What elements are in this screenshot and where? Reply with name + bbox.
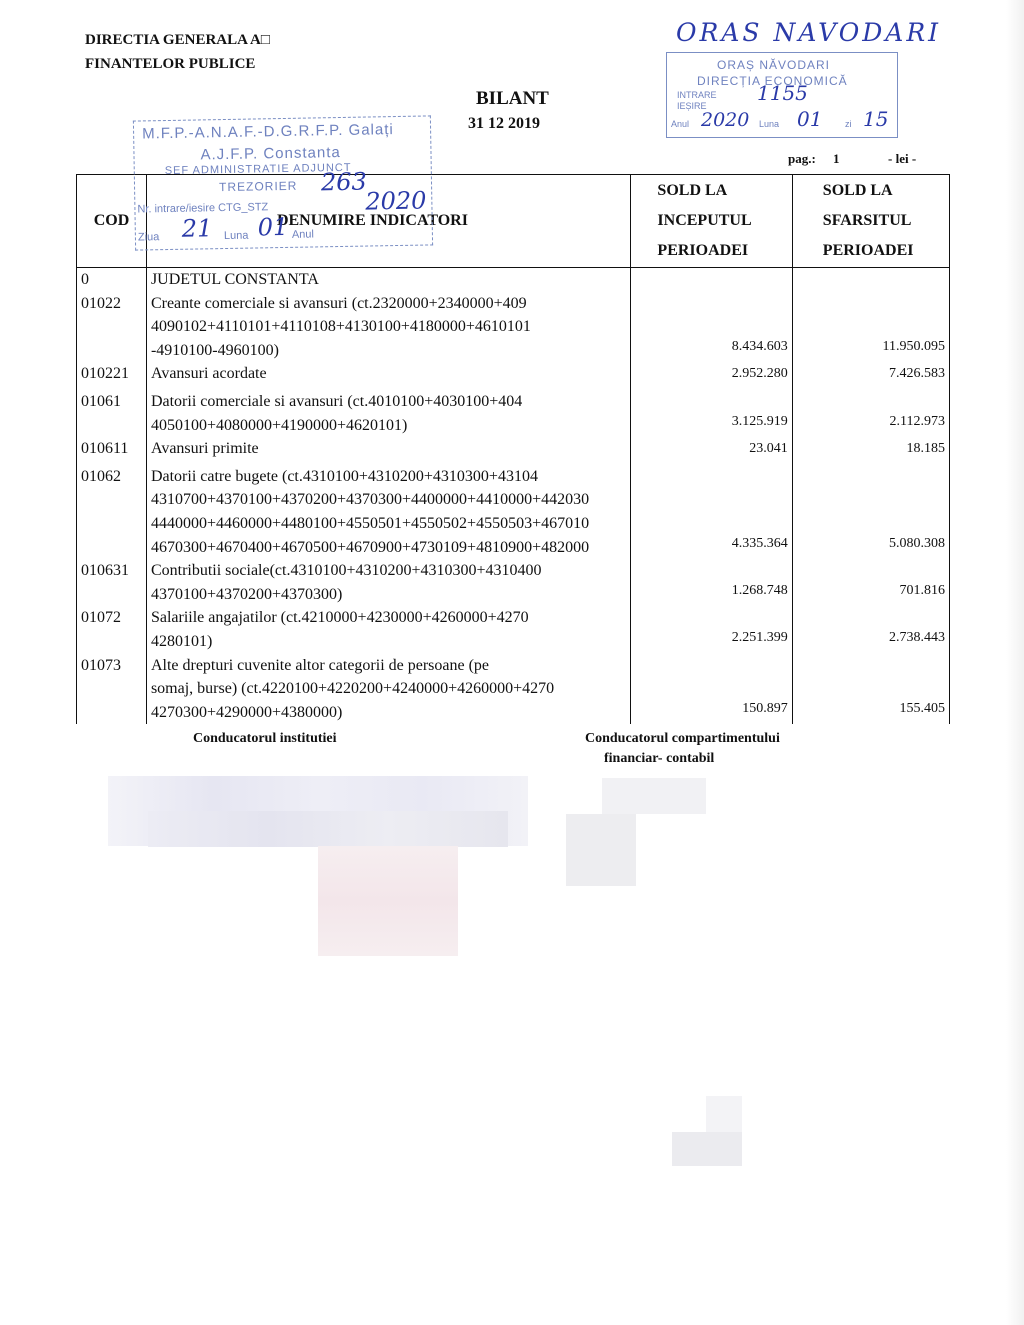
row-denumire-line: 4370100+4370200+4370300) [150, 585, 343, 603]
header-sold-sfarsit-1: SOLD LA [822, 182, 893, 199]
row-denumire [146, 654, 630, 725]
row-denumire-line: Creante comerciale si avansuri (ct.2320000+2340000+409 [150, 294, 527, 312]
row-denumire-line: -4910100-4960100) [150, 341, 279, 359]
right-stamp-hand-year: 2020 [701, 109, 750, 131]
row-sold-sfarsit [792, 465, 949, 559]
row-sold-inceput [631, 606, 792, 653]
row-sold-inceput [631, 390, 792, 437]
value-sold-sfarsit: 18.185 [906, 441, 945, 457]
row-sold-sfarsit [792, 559, 949, 606]
value-sold-sfarsit: 2.738.443 [889, 629, 945, 645]
row-cod: 0 [77, 268, 147, 292]
value-sold-sfarsit: 7.426.583 [889, 366, 945, 382]
org-line-1: DIRECTIA GENERALA A□ [85, 32, 270, 48]
row-denumire-line: 4050100+4080000+4190000+4620101) [150, 416, 408, 434]
table-row [77, 559, 950, 606]
row-denumire [146, 292, 630, 363]
right-stamp-handwritten-header: ORAS NAVODARI [676, 18, 942, 47]
row-denumire-line: Contributii sociale(ct.4310100+4310200+4310300+4310400 [150, 562, 542, 580]
row-sold-inceput [631, 437, 792, 465]
row-cod: 01022 [77, 292, 147, 363]
right-stamp-hand-day: 15 [863, 107, 889, 131]
row-sold-sfarsit [792, 654, 949, 725]
row-sold-sfarsit [792, 268, 949, 292]
right-registration-stamp [666, 52, 898, 138]
row-sold-inceput [631, 292, 792, 363]
org-line-2: FINANTELOR PUBLICE [85, 56, 256, 72]
redacted-mark-bottom [672, 1096, 742, 1166]
footer-right-signature-2: financiar- contabil [604, 751, 715, 766]
row-cod: 01073 [77, 654, 147, 725]
row-denumire [146, 606, 630, 653]
row-cod: 010221 [77, 362, 147, 390]
value-sold-inceput: 1.268.748 [731, 582, 788, 598]
left-stamp-hand-day: 21 [181, 214, 213, 243]
right-stamp-iesire: IEȘIRE [677, 101, 707, 111]
left-stamp-line-1: M.F.P.-A.N.A.F.-D.G.R.F.P. Galați [141, 121, 394, 143]
row-cod: 010611 [77, 437, 147, 465]
value-sold-sfarsit: 701.816 [899, 582, 945, 598]
row-denumire-line: Alte drepturi cuvenite altor categorii de persoane (pe [150, 656, 490, 674]
row-denumire [146, 268, 630, 292]
row-denumire-line: 4280101) [150, 632, 213, 650]
row-denumire-line: Datorii comerciale si avansuri (ct.4010100+4030100+404 [150, 392, 523, 410]
table-row [77, 292, 950, 363]
row-sold-sfarsit [792, 390, 949, 437]
currency-label: - lei - [888, 151, 917, 166]
right-stamp-hand-nr: 1155 [757, 81, 808, 105]
page-edge-shadow [1006, 0, 1024, 1325]
header-sold-sfarsit-2: SFARSITUL [822, 212, 912, 229]
header-sold-inceput-3: PERIOADEI [657, 242, 749, 259]
value-sold-sfarsit: 2.112.973 [889, 413, 945, 429]
table-row [77, 268, 950, 292]
row-cod: 01062 [77, 465, 147, 559]
row-cod: 01061 [77, 390, 147, 437]
page-number: 1 [833, 151, 840, 166]
header-sold-inceput-1: SOLD LA [657, 182, 728, 199]
redacted-signature-right [566, 778, 706, 886]
row-denumire-line: 4440000+4460000+4480100+4550501+4550502+4550503+467010 [150, 514, 590, 532]
footer-left-signature: Conducatorul institutiei [193, 731, 337, 746]
row-sold-sfarsit [792, 292, 949, 363]
header-sold-inceput-2: INCEPUTUL [657, 212, 752, 229]
bilant-table [76, 174, 950, 724]
row-sold-sfarsit [792, 437, 949, 465]
left-stamp-hand-month: 01 [257, 212, 289, 242]
row-denumire [146, 437, 630, 465]
right-stamp-line-2: DIRECȚIA ECONOMICĂ [697, 74, 848, 88]
row-denumire [146, 559, 630, 606]
row-denumire-line: somaj, burse) (ct.4220100+4220200+4240000+4260000+4270 [150, 680, 555, 698]
value-sold-inceput: 8.434.603 [731, 338, 788, 354]
header-sold-inceput [631, 175, 792, 268]
document-title: BILANT [476, 88, 549, 109]
row-denumire-line: JUDETUL CONSTANTA [150, 271, 319, 288]
left-registration-stamp [133, 115, 433, 250]
row-cod: 010631 [77, 559, 147, 606]
value-sold-inceput: 3.125.919 [731, 413, 788, 429]
left-stamp-hand-year: 2020 [365, 186, 427, 216]
right-stamp-luna: Luna [759, 119, 780, 129]
row-denumire-line: Avansuri primite [150, 440, 259, 458]
row-denumire-line: 4670300+4670400+4670500+4670900+4730109+4810900+482000 [150, 538, 590, 556]
value-sold-inceput: 23.041 [749, 441, 788, 457]
value-sold-sfarsit: 155.405 [899, 700, 945, 716]
table-row [77, 437, 950, 465]
left-stamp-line-8: Anul [291, 228, 315, 241]
value-sold-inceput: 4.335.364 [731, 535, 788, 551]
right-stamp-intrare: INTRARE [677, 90, 717, 100]
left-stamp-line-7: Luna [223, 229, 249, 243]
row-denumire-line: 4310700+4370100+4370200+4370300+4400000+4410000+442030 [150, 491, 590, 509]
header-sold-sfarsit [792, 175, 949, 268]
row-sold-inceput [631, 559, 792, 606]
document-date: 31 12 2019 [468, 115, 540, 132]
row-cod: 01072 [77, 606, 147, 653]
table-row [77, 362, 950, 390]
left-stamp-line-6: Ziua [137, 231, 160, 244]
row-denumire-line: Salariile angajatilor (ct.4210000+4230000+4260000+4270 [150, 609, 529, 627]
right-stamp-line-1: ORAȘ NĂVODARI [717, 58, 831, 72]
table-row [77, 606, 950, 653]
table-row [77, 390, 950, 437]
left-stamp-hand-nr: 263 [320, 167, 368, 197]
value-sold-sfarsit: 5.080.308 [889, 535, 945, 551]
right-stamp-anul: Anul [671, 119, 690, 129]
row-denumire [146, 390, 630, 437]
header-sold-sfarsit-3: PERIOADEI [822, 242, 914, 259]
header-cod: COD [77, 175, 147, 268]
row-sold-sfarsit [792, 606, 949, 653]
right-stamp-zi: zi [845, 119, 852, 129]
value-sold-inceput: 150.897 [742, 700, 788, 716]
value-sold-sfarsit: 11.950.095 [882, 338, 945, 354]
row-denumire [146, 465, 630, 559]
row-sold-sfarsit [792, 362, 949, 390]
page-label: pag.: [788, 151, 816, 166]
left-stamp-line-5: Nr. intrare/iesire CTG_STZ [137, 201, 269, 216]
row-denumire-line: 4090102+4110101+4110108+4130100+4180000+4610101 [150, 318, 531, 336]
row-denumire [146, 362, 630, 390]
table-row [77, 654, 950, 725]
table-row [77, 465, 950, 559]
row-sold-inceput [631, 268, 792, 292]
footer-right-signature-1: Conducatorul compartimentului [585, 731, 780, 746]
row-denumire-line: Avansuri acordate [150, 365, 267, 383]
left-stamp-line-3: SEF ADMINISTRATIE ADJUNCT [164, 161, 352, 178]
value-sold-inceput: 2.251.399 [731, 629, 788, 645]
left-stamp-line-2: A.J.F.P. Constanta [200, 143, 341, 164]
row-denumire-line: 4270300+4290000+4380000) [150, 703, 343, 721]
row-denumire-line: Datorii catre bugete (ct.4310100+4310200+4310300+43104 [150, 467, 538, 485]
row-sold-inceput [631, 362, 792, 390]
row-sold-inceput [631, 654, 792, 725]
left-stamp-line-4: TREZORIER [218, 178, 298, 195]
value-sold-inceput: 2.952.280 [731, 366, 788, 382]
header-denumire-label: DENUMIRE INDICATORI [276, 212, 468, 229]
redacted-signature-left [108, 776, 528, 956]
right-stamp-hand-month: 01 [797, 107, 823, 131]
row-sold-inceput [631, 465, 792, 559]
